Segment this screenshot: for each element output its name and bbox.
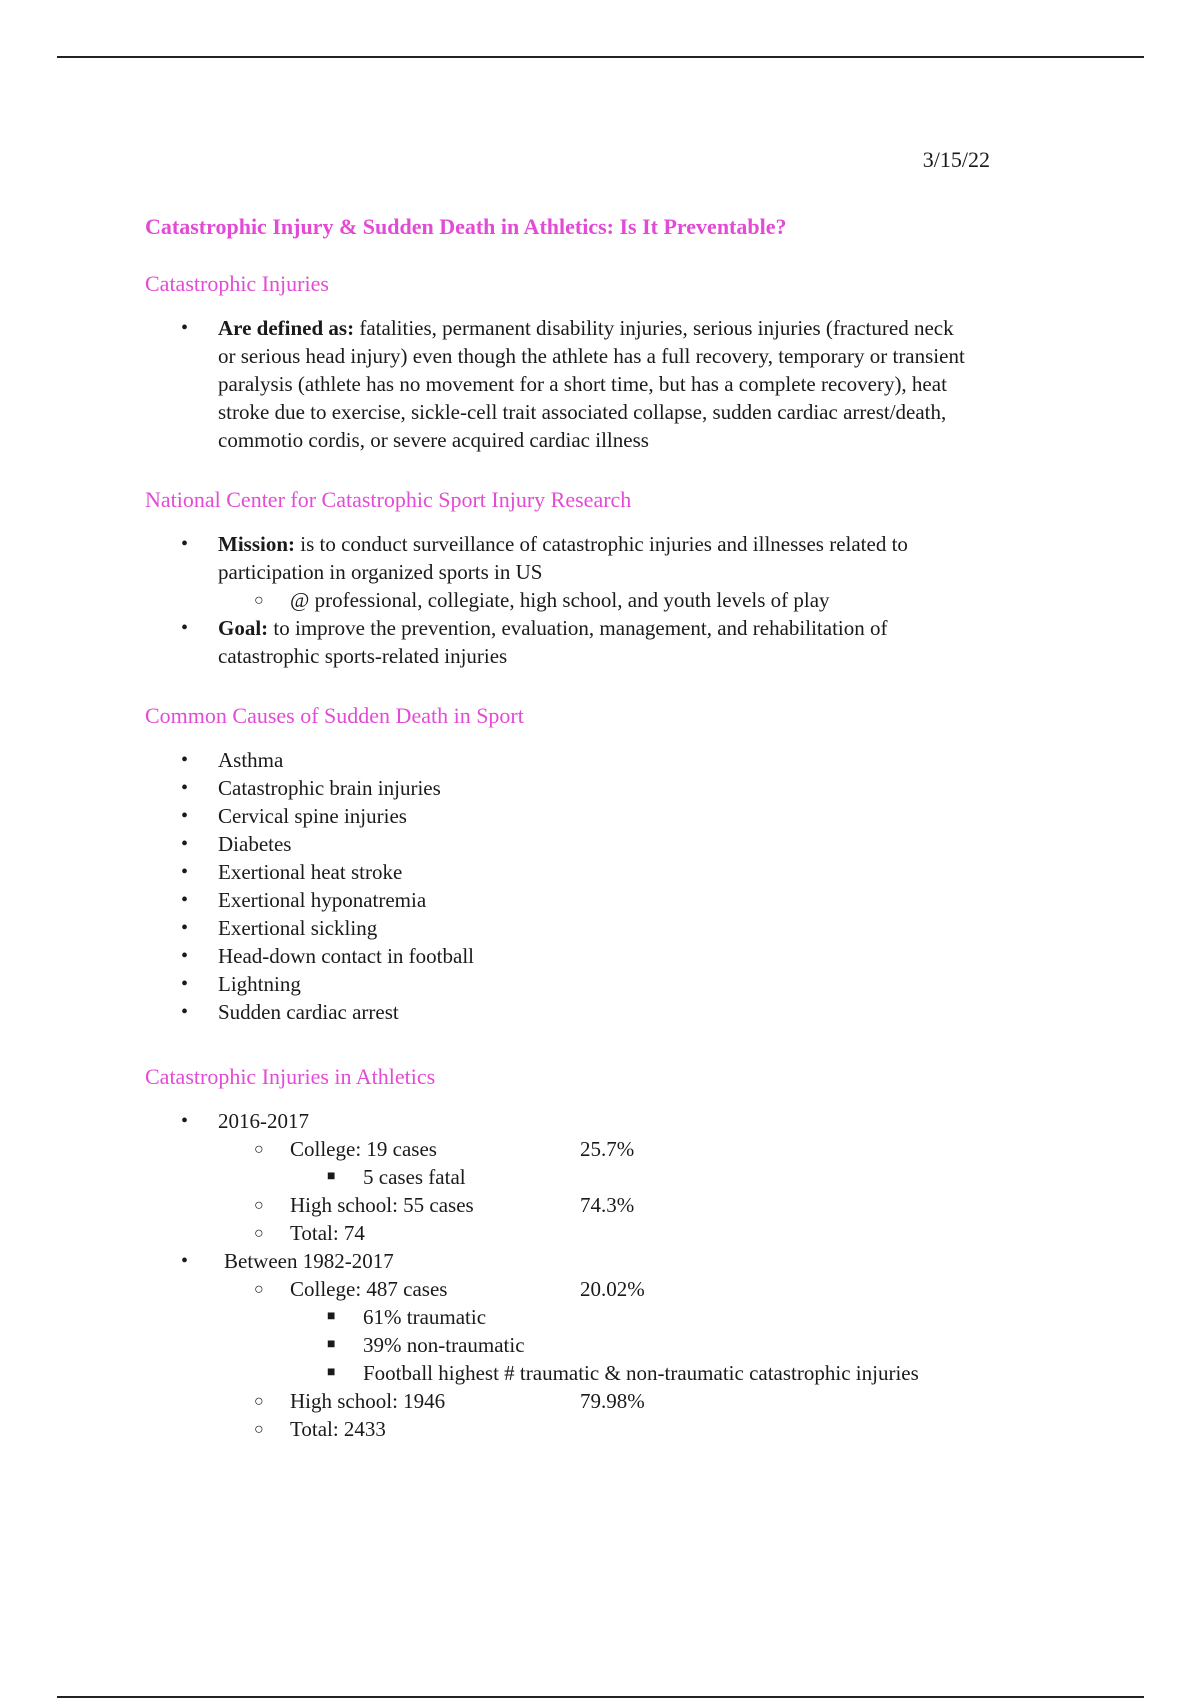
list-item [145,802,1095,830]
causes-list [145,746,1095,1026]
section-athletics [145,1063,1095,1443]
bullet-icon: • [181,889,189,911]
sub-item-text: Football highest # traumatic & non-traumatic catastrophic injuries [363,1361,919,1385]
section-nccsir [145,486,1095,670]
list-item-text: Exertional heat stroke [218,860,403,884]
circle-bullet-icon: ○ [254,1393,264,1410]
list-item-text: Cervical spine injuries [218,804,407,828]
high-school-cases: High school: 1946 [290,1389,446,1413]
period-label: Between 1982-2017 [224,1249,394,1273]
mission-bullet [145,530,1095,586]
bullet-icon: • [181,749,189,771]
list-item [145,858,1095,886]
list-item [145,970,1095,998]
college-cases: College: 487 cases [290,1277,448,1301]
total-cases: Total: 74 [290,1221,365,1245]
definition-line: stroke due to exercise, sickle-cell trait associated collapse, sudden cardiac arrest/death, [218,400,947,424]
sub-item-text: 61% traumatic [363,1305,487,1329]
section-heading: Catastrophic Injuries [145,271,329,296]
high-school-percent: 79.98% [580,1389,645,1413]
fatal-cases: 5 cases fatal [363,1165,466,1189]
bottom-rule [57,1696,1144,1698]
bullet-icon: • [181,1001,189,1023]
section-catastrophic-injuries [145,270,1095,454]
college-percent: 20.02% [580,1277,645,1301]
definition-line: paralysis (athlete has no movement for a short time, but has a complete recovery), heat [218,372,947,396]
bullet-icon: • [181,1250,189,1272]
bullet-icon: • [181,533,189,555]
list-item-text: Head-down contact in football [218,944,474,968]
mission-text: participation in organized sports in US [218,560,543,584]
date: 3/15/22 [922,147,990,172]
total-cases: Total: 2433 [290,1417,386,1441]
square-bullet-icon: ■ [327,1169,336,1184]
list-item-text: Lightning [218,972,301,996]
high-school-percent: 74.3% [580,1193,635,1217]
list-item-text: Asthma [218,748,284,772]
total-row [145,1219,1095,1247]
section-heading: Common Causes of Sudden Death in Sport [145,703,524,728]
period-1982-2017 [145,1247,1095,1275]
total-row [145,1415,1095,1443]
college-sub-row [145,1331,1095,1359]
list-item-text: Exertional hyponatremia [218,888,427,912]
circle-bullet-icon: ○ [254,592,264,609]
high-school-row [145,1387,1095,1415]
circle-bullet-icon: ○ [254,1197,264,1214]
section-heading: National Center for Catastrophic Sport Injury Research [145,487,632,512]
list-item [145,942,1095,970]
list-item [145,746,1095,774]
bullet-icon: • [181,805,189,827]
square-bullet-icon: ■ [327,1309,336,1324]
list-item [145,886,1095,914]
definition-line: fatalities, permanent disability injuries, serious injuries (fractured neck [354,316,954,340]
bullet-icon: • [181,777,189,799]
top-rule [57,56,1144,58]
list-item [145,998,1095,1026]
sub-item-text: 39% non-traumatic [363,1333,525,1357]
section-common-causes [145,702,1095,1026]
list-item [145,774,1095,802]
mission-text: is to conduct surveillance of catastrophic injuries and illnesses related to [295,532,908,556]
bullet-icon: • [181,1110,189,1132]
square-bullet-icon: ■ [327,1365,336,1380]
bullet-icon: • [181,317,189,339]
document-title: Catastrophic Injury & Sudden Death in Athletics: Is It Preventable? [145,214,787,239]
mission-sub-text: @ professional, collegiate, high school, and youth levels of play [290,588,830,612]
circle-bullet-icon: ○ [254,1141,264,1158]
circle-bullet-icon: ○ [254,1281,264,1298]
section-heading: Catastrophic Injuries in Athletics [145,1064,436,1089]
circle-bullet-icon: ○ [254,1421,264,1438]
college-row [145,1275,1095,1303]
bullet-icon: • [181,945,189,967]
mission-sub-bullet [145,586,1095,614]
high-school-row [145,1191,1095,1219]
goal-bullet [145,614,1095,670]
definition-line: or serious head injury) even though the athlete has a full recovery, temporary or transient [218,344,965,368]
goal-text: catastrophic sports-related injuries [218,644,508,668]
list-item [145,914,1095,942]
goal-label: Goal: [218,616,269,640]
bullet-icon: • [181,917,189,939]
definition-bullet [145,314,1095,454]
college-sub-row [145,1163,1095,1191]
period-label: 2016-2017 [218,1109,309,1133]
period-2016-2017 [145,1107,1095,1135]
high-school-cases: High school: 55 cases [290,1193,474,1217]
list-item-text: Sudden cardiac arrest [218,1000,399,1024]
bullet-icon: • [181,833,189,855]
bullet-icon: • [181,973,189,995]
circle-bullet-icon: ○ [254,1225,264,1242]
list-item [145,830,1095,858]
college-sub-row [145,1359,1095,1387]
square-bullet-icon: ■ [327,1337,336,1352]
list-item-text: Exertional sickling [218,916,378,940]
definition-label: Are defined as: [218,316,355,340]
athletics-list [145,1107,1095,1443]
mission-label: Mission: [218,532,296,556]
bullet-icon: • [181,617,189,639]
bullet-icon: • [181,861,189,883]
college-percent: 25.7% [580,1137,635,1161]
definition-line: commotio cordis, or severe acquired cardiac illness [218,428,649,452]
list-item-text: Catastrophic brain injuries [218,776,441,800]
college-sub-row [145,1303,1095,1331]
list-item-text: Diabetes [218,832,292,856]
goal-text: to improve the prevention, evaluation, management, and rehabilitation of [268,616,888,640]
college-row [145,1135,1095,1163]
college-cases: College: 19 cases [290,1137,437,1161]
